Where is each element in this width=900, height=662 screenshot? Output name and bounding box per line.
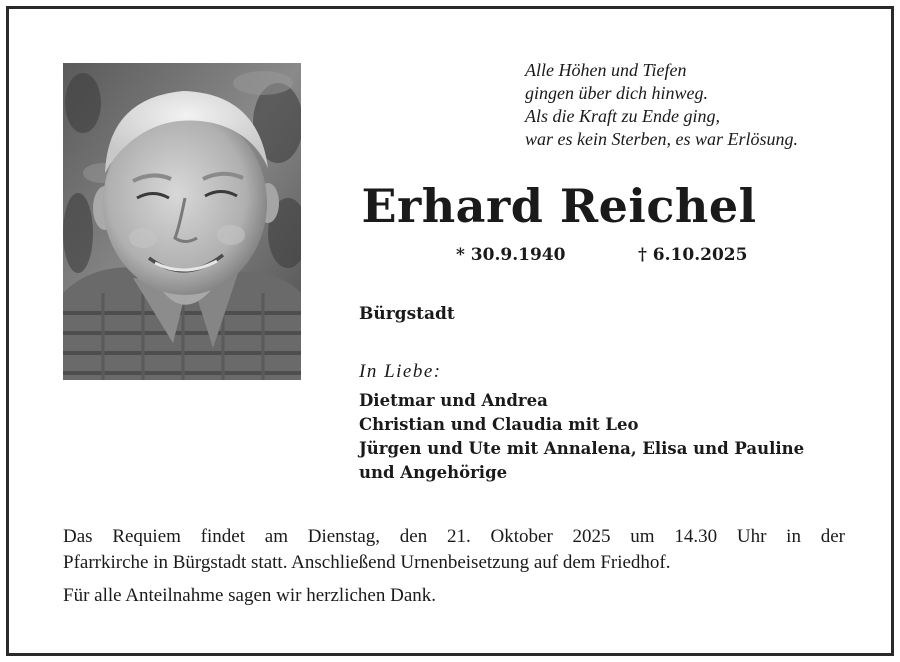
memorial-poem xyxy=(525,59,865,151)
poem-line: war es kein Sterben, es war Erlösung. xyxy=(525,129,798,149)
deceased-name: Erhard Reichel xyxy=(361,179,757,233)
mourners-list xyxy=(359,389,804,485)
poem-line: gingen über dich hinweg. xyxy=(525,83,708,103)
poem-line: Als die Kraft zu Ende ging, xyxy=(525,106,720,126)
mourner-line: und Angehörige xyxy=(359,463,508,482)
mourners-label: In Liebe: xyxy=(359,361,442,382)
thanks-line: Für alle Anteilnahme sagen wir herzlichen Dank. xyxy=(63,585,437,606)
hometown: Bürgstadt xyxy=(359,304,455,324)
requiem-notice xyxy=(63,524,845,576)
mourner-line: Dietmar und Andrea xyxy=(359,391,548,410)
portrait-photo xyxy=(63,63,301,380)
birth-date: * 30.9.1940 xyxy=(456,245,566,265)
notice-line: Das Requiem findet am Dienstag, den 21. Oktober 2025 um 14.30 Uhr in der xyxy=(63,526,845,547)
notice-line: Pfarrkirche in Bürgstadt statt. Anschließend Urnenbeisetzung auf dem Friedhof. xyxy=(63,552,671,573)
death-date: † 6.10.2025 xyxy=(638,245,748,265)
mourner-line: Christian und Claudia mit Leo xyxy=(359,415,639,434)
obituary-frame xyxy=(6,6,894,656)
mourner-line: Jürgen und Ute mit Annalena, Elisa und Pauline xyxy=(359,439,805,458)
poem-line: Alle Höhen und Tiefen xyxy=(525,60,687,80)
